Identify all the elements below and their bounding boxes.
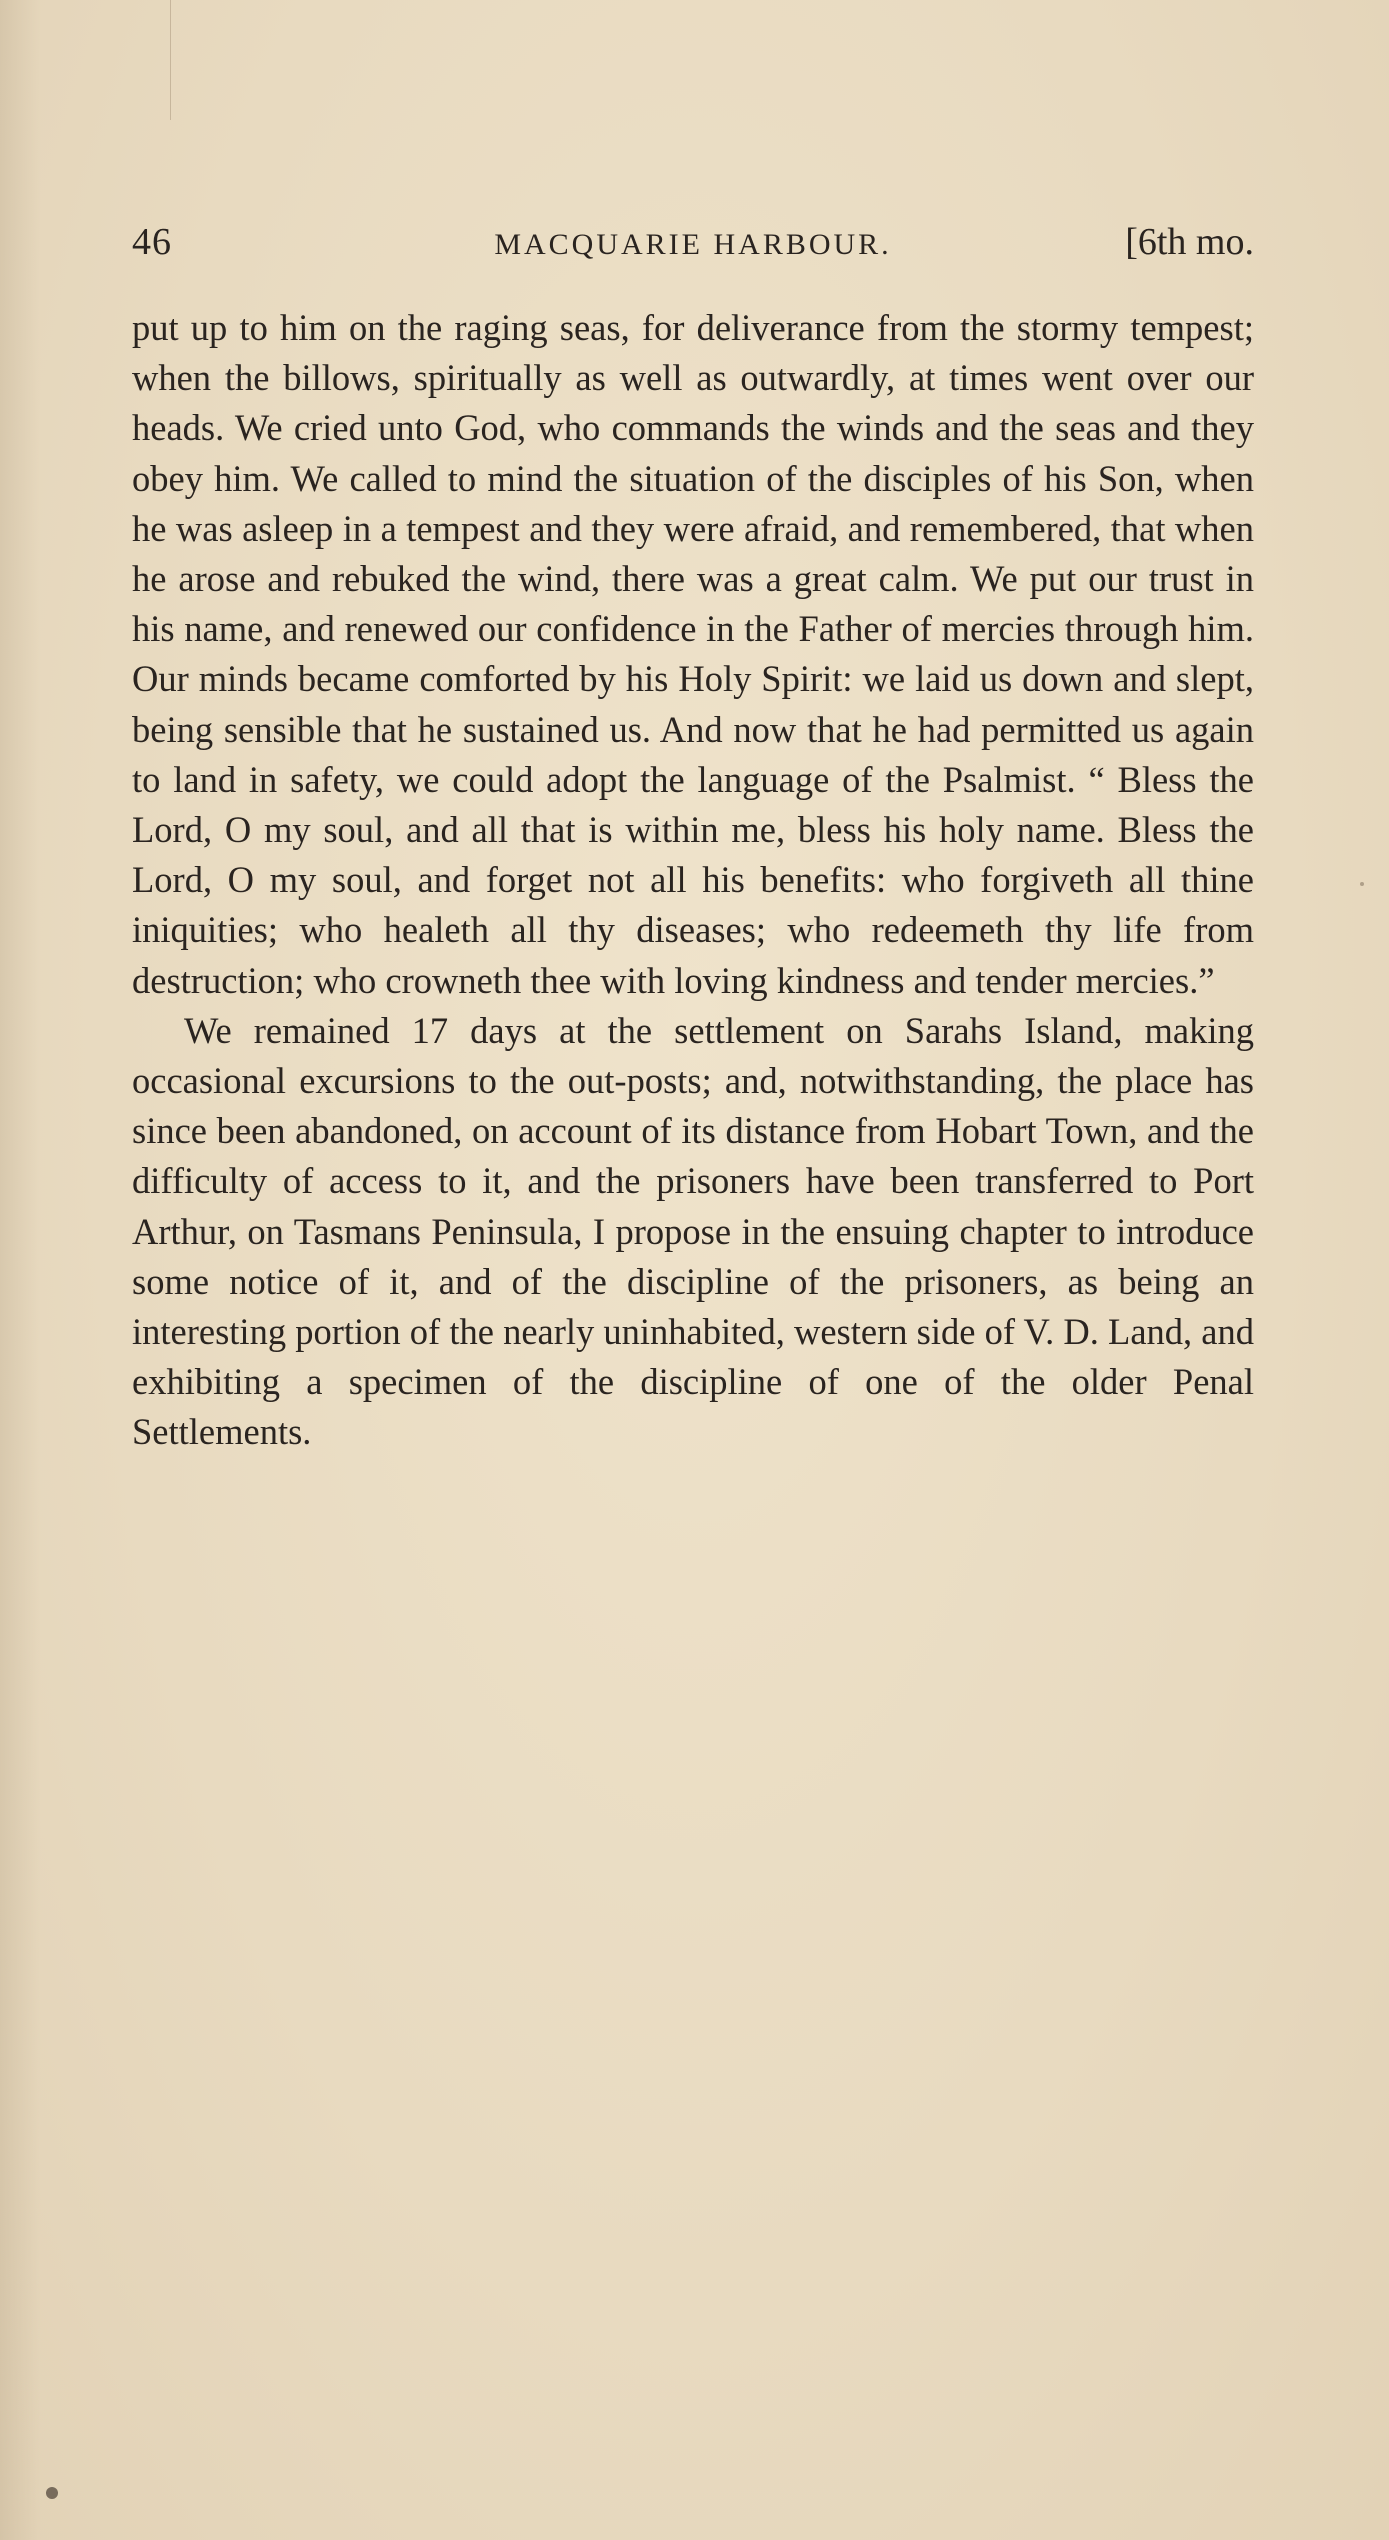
page-number: 46 — [132, 221, 172, 263]
gutter-shadow — [0, 0, 40, 2540]
body-text — [132, 303, 1254, 1458]
running-date: [6th mo. — [1125, 221, 1254, 263]
running-head: MACQUARIE HARBOUR. — [494, 228, 892, 261]
paragraph-2: We remained 17 days at the settlement on Sarahs Island, making occasional excursions to the out-posts; and, notwithstanding, the place has since been abandoned, on account of its distance from Hobart Town, and the difficulty of access to it, and the prisoners have been transferred to Port Arthur, on Tasmans Peninsula, I propose in the ensuing chapter to introduce some notice of it, and of the discipline of the prisoners, as being an interesting portion of the nearly uninhabited, western side of V. D. Land, and exhibiting a specimen of the discipline of one of the older Penal Settlements. — [132, 1009, 1254, 1453]
ink-blot — [46, 2487, 58, 2499]
margin-mark — [170, 0, 171, 120]
paragraph-1: put up to him on the raging seas, for deliverance from the stormy tempest; when the billows, spiritually as well as outwardly, at times went over our heads. We cried unto God, who commands the winds and the seas and they obey him. We called to mind the situation of the disciples of his Son, when he was asleep in a tempest and they were afraid, and remembered, that when he arose and rebuked the wind, there was a great calm. We put our trust in his name, and renewed our confidence in the Father of mercies through him. Our minds became comforted by his Holy Spirit: we laid us down and slept, being sensible that he sustained us. And now that he had permitted us again to land in safety, we could adopt the language of the Psalmist. “ Bless the Lord, O my soul, and all that is within me, bless his holy name. Bless the Lord, O my soul, and forget not all his benefits: who forgiveth all thine iniquities; who healeth all thy diseases; who redeemeth thy life from destruction; who crowneth thee with loving kindness and tender mercies.” — [132, 307, 1254, 1001]
paper-speck — [1360, 882, 1364, 886]
page-header — [132, 220, 1254, 280]
